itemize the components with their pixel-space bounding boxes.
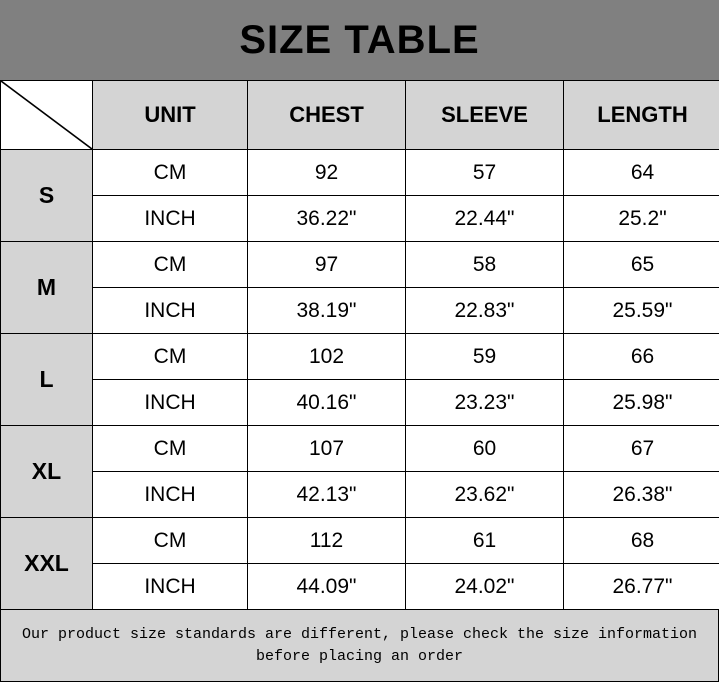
length-value: 67 xyxy=(564,426,719,472)
size-label-xl: XL xyxy=(1,426,93,518)
sleeve-value: 22.83" xyxy=(406,288,564,334)
size-label-l: L xyxy=(1,334,93,426)
column-header-sleeve: SLEEVE xyxy=(406,81,564,150)
table-row xyxy=(1,426,719,472)
sleeve-value: 60 xyxy=(406,426,564,472)
sleeve-value: 58 xyxy=(406,242,564,288)
table-row xyxy=(1,518,719,564)
unit-label: INCH xyxy=(93,564,248,610)
table-row xyxy=(1,242,719,288)
chest-value: 107 xyxy=(248,426,406,472)
length-value: 25.2" xyxy=(564,196,719,242)
table-row xyxy=(1,150,719,196)
chest-value: 42.13" xyxy=(248,472,406,518)
sleeve-value: 61 xyxy=(406,518,564,564)
unit-label: CM xyxy=(93,426,248,472)
unit-label: INCH xyxy=(93,196,248,242)
footer-line-2: before placing an order xyxy=(256,646,463,668)
sleeve-value: 24.02" xyxy=(406,564,564,610)
length-value: 65 xyxy=(564,242,719,288)
unit-label: INCH xyxy=(93,288,248,334)
length-value: 68 xyxy=(564,518,719,564)
chest-value: 38.19" xyxy=(248,288,406,334)
length-value: 25.98" xyxy=(564,380,719,426)
sleeve-value: 59 xyxy=(406,334,564,380)
page-title: SIZE TABLE xyxy=(239,18,479,63)
title-bar xyxy=(0,0,719,80)
table-row xyxy=(1,334,719,380)
table-row xyxy=(1,472,719,518)
unit-label: CM xyxy=(93,334,248,380)
sleeve-value: 22.44" xyxy=(406,196,564,242)
footer-line-1: Our product size standards are different, please check the size information xyxy=(22,624,697,646)
table-row xyxy=(1,380,719,426)
column-header-unit: UNIT xyxy=(93,81,248,150)
table-header-row xyxy=(1,81,719,150)
unit-label: INCH xyxy=(93,380,248,426)
chest-value: 92 xyxy=(248,150,406,196)
footer-note xyxy=(0,610,719,682)
unit-label: CM xyxy=(93,518,248,564)
length-value: 64 xyxy=(564,150,719,196)
length-value: 66 xyxy=(564,334,719,380)
table-row xyxy=(1,288,719,334)
size-label-m: M xyxy=(1,242,93,334)
chest-value: 40.16" xyxy=(248,380,406,426)
chest-value: 97 xyxy=(248,242,406,288)
sleeve-value: 23.62" xyxy=(406,472,564,518)
length-value: 26.77" xyxy=(564,564,719,610)
chest-value: 36.22" xyxy=(248,196,406,242)
unit-label: INCH xyxy=(93,472,248,518)
chest-value: 112 xyxy=(248,518,406,564)
size-label-s: S xyxy=(1,150,93,242)
column-header-length: LENGTH xyxy=(564,81,719,150)
length-value: 26.38" xyxy=(564,472,719,518)
unit-label: CM xyxy=(93,150,248,196)
size-table xyxy=(0,80,719,610)
unit-label: CM xyxy=(93,242,248,288)
diagonal-divider-icon xyxy=(1,81,92,149)
corner-cell xyxy=(1,81,93,150)
sleeve-value: 23.23" xyxy=(406,380,564,426)
chest-value: 102 xyxy=(248,334,406,380)
size-label-xxl: XXL xyxy=(1,518,93,610)
table-row xyxy=(1,564,719,610)
table-row xyxy=(1,196,719,242)
chest-value: 44.09" xyxy=(248,564,406,610)
sleeve-value: 57 xyxy=(406,150,564,196)
length-value: 25.59" xyxy=(564,288,719,334)
column-header-chest: CHEST xyxy=(248,81,406,150)
